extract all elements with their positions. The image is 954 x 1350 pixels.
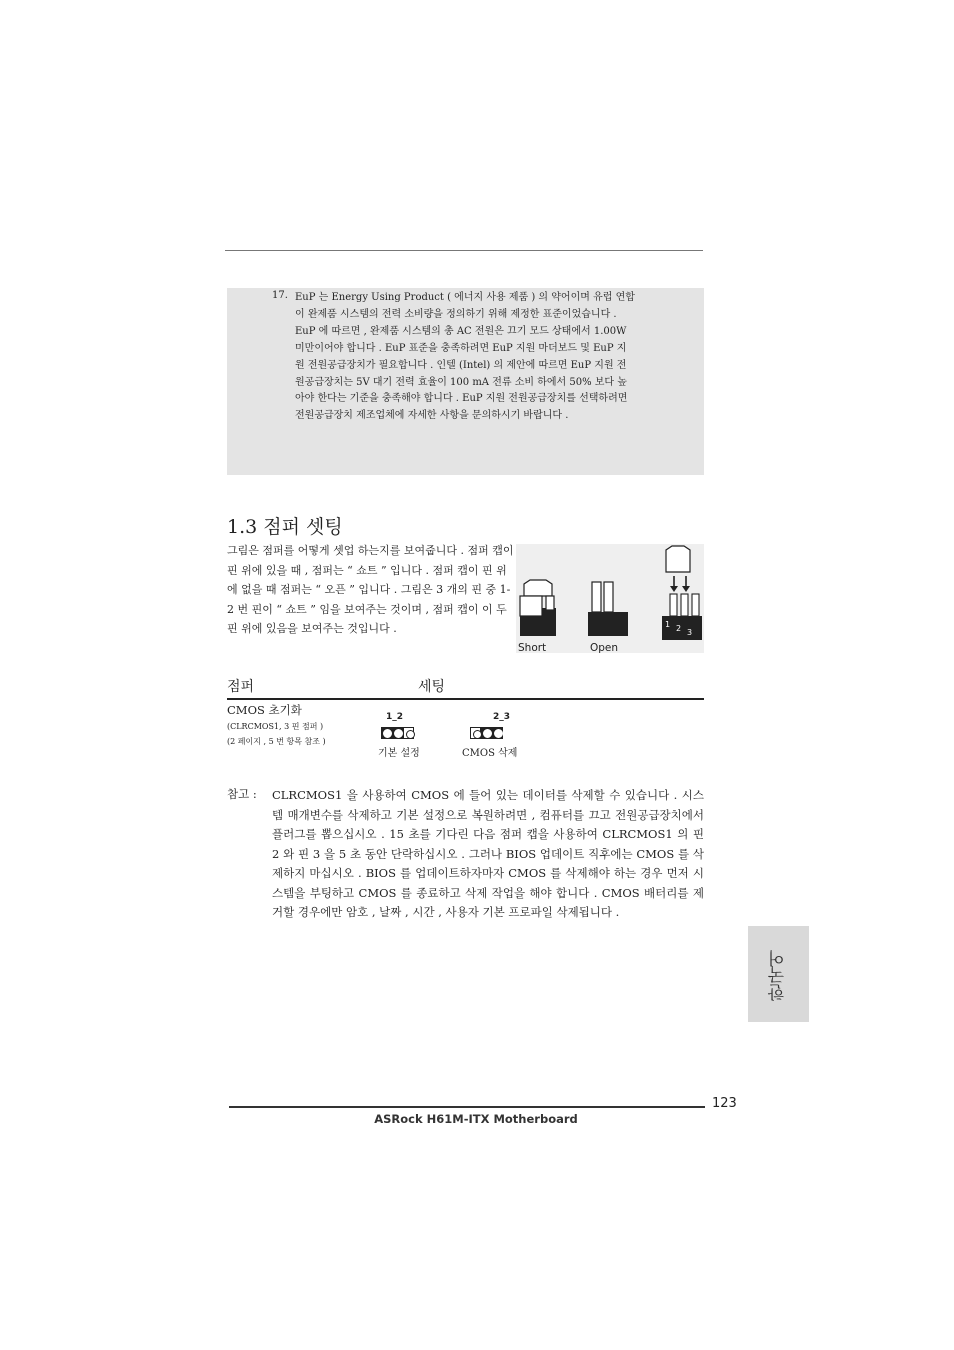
remark-text: CLRCMOS1 을 사용하여 CMOS 에 들어 있는 데이터를 삭제할 수 있습니다 . 시스템 매개변수를 삭제하고 기본 설정으로 복원하려면 , 컴퓨터를 끄고 전원공급장치에서 플러그를 뽑으십시오 . 15 초를 기다린 다음 점퍼 캡을 사용하여 CLRCMOS1 의 핀 2 와 핀 3 을 5 초 동안 단락하십시오 . 그러나 BIOS 업데이트 직후에는 CMOS 를 삭제하지 마십시오 . BIOS 를 업데이트하자마자 CMOS 를 삭제해야 하는 경우 먼저 시스템을 부팅하고 CMOS 를 종료하고 삭제 작업을 해야 합니다 . CMOS 배터리를 제거할 경우에만 암호 , 날짜 , 시간 , 사용자 기본 프로파일 삭제됩니다 . <box>272 788 704 919</box>
setting-clear-diagram <box>470 727 503 739</box>
page-number: 123 <box>712 1096 737 1111</box>
cmos-jumper-id: (CLRCMOS1, 3 핀 점퍼 ) <box>227 722 324 731</box>
section-title: 1.3 점퍼 셋팅 <box>227 516 343 538</box>
cmos-jumper-name: CMOS 초기화 <box>227 703 302 717</box>
cmos-jumper-reference: (2 페이지 , 5 번 항목 참조 ) <box>227 737 326 746</box>
pin-open <box>470 727 481 739</box>
remark-label: 참고 : <box>227 787 257 801</box>
table-header-jumper: 점퍼 <box>227 679 255 695</box>
pin-capped <box>492 727 503 739</box>
open-label: Open <box>590 642 619 653</box>
setting-default-caption: 기본 설정 <box>378 748 420 759</box>
section-intro: 그림은 점퍼를 어떻게 셋업 하는지를 보여줍니다 . 점퍼 캡이 핀 위에 있을 때 , 점퍼는 “ 쇼트 ” 입니다 . 점퍼 캡이 핀 위에 없을 때 점퍼는 “ 오픈 ” 입니다 . 그림은 3 개의 핀 중 1-2 번 핀이 “ 쇼트 ” 임을 보여주는 것이며 , 점퍼 캡이 이 두 핀 위에 있음을 보여주는 것입니다 . <box>227 544 514 636</box>
three-pin-jumper <box>662 546 702 640</box>
setting-clear-caption: CMOS 삭제 <box>462 748 518 759</box>
top-divider <box>225 250 703 251</box>
pin-capped <box>381 727 392 739</box>
open-jumper <box>588 582 628 636</box>
pin-number-3: 3 <box>687 628 693 637</box>
note-number: 17. <box>272 290 288 301</box>
setting-default-pins: 1_2 <box>386 712 404 722</box>
setting-default-diagram <box>381 727 414 739</box>
table-header-setting: 세팅 <box>418 679 446 695</box>
footer-product: ASRock H61M-ITX Motherboard <box>374 1112 578 1126</box>
table-header-rule <box>227 698 704 700</box>
setting-clear-pins: 2_3 <box>493 712 511 722</box>
pin-number-1: 1 <box>665 620 671 629</box>
jumper-diagram <box>516 544 704 653</box>
language-tab <box>748 926 809 1022</box>
footer-rule <box>229 1106 705 1108</box>
pin-capped <box>481 727 492 739</box>
note-text: EuP 는 Energy Using Product ( 에너지 사용 제품 ) 의 약어이며 유럽 연합이 완제품 시스템의 전력 소비량을 정의하기 위해 제정한 표준이었습니다 . EuP 에 따르면 , 완제품 시스템의 총 AC 전원은 끄기 모드 상태에서 1.00W 미만이어야 합니다 . EuP 표준을 충족하려면 EuP 지원 마더보드 및 EuP 지원 전원공급장치가 필요합니다 . 인텔 (Intel) 의 제안에 따르면 EuP 지원 전원공급장치는 5V 대기 전력 효율이 100 mA 전류 소비 하에서 50% 보다 높아야 한다는 기준을 충족해야 합니다 . EuP 지원 전원공급장치를 선택하려면 전원공급장치 제조업체에 자세한 사항을 문의하시기 바랍니다 . <box>295 292 635 422</box>
pin-open <box>403 727 414 739</box>
short-label: Short <box>518 642 547 653</box>
pin-capped <box>392 727 403 739</box>
language-tab-label: 한국어 <box>768 950 789 1002</box>
jumper-illustration <box>516 544 704 653</box>
short-jumper <box>520 580 556 636</box>
pin-number-2: 2 <box>676 624 682 633</box>
